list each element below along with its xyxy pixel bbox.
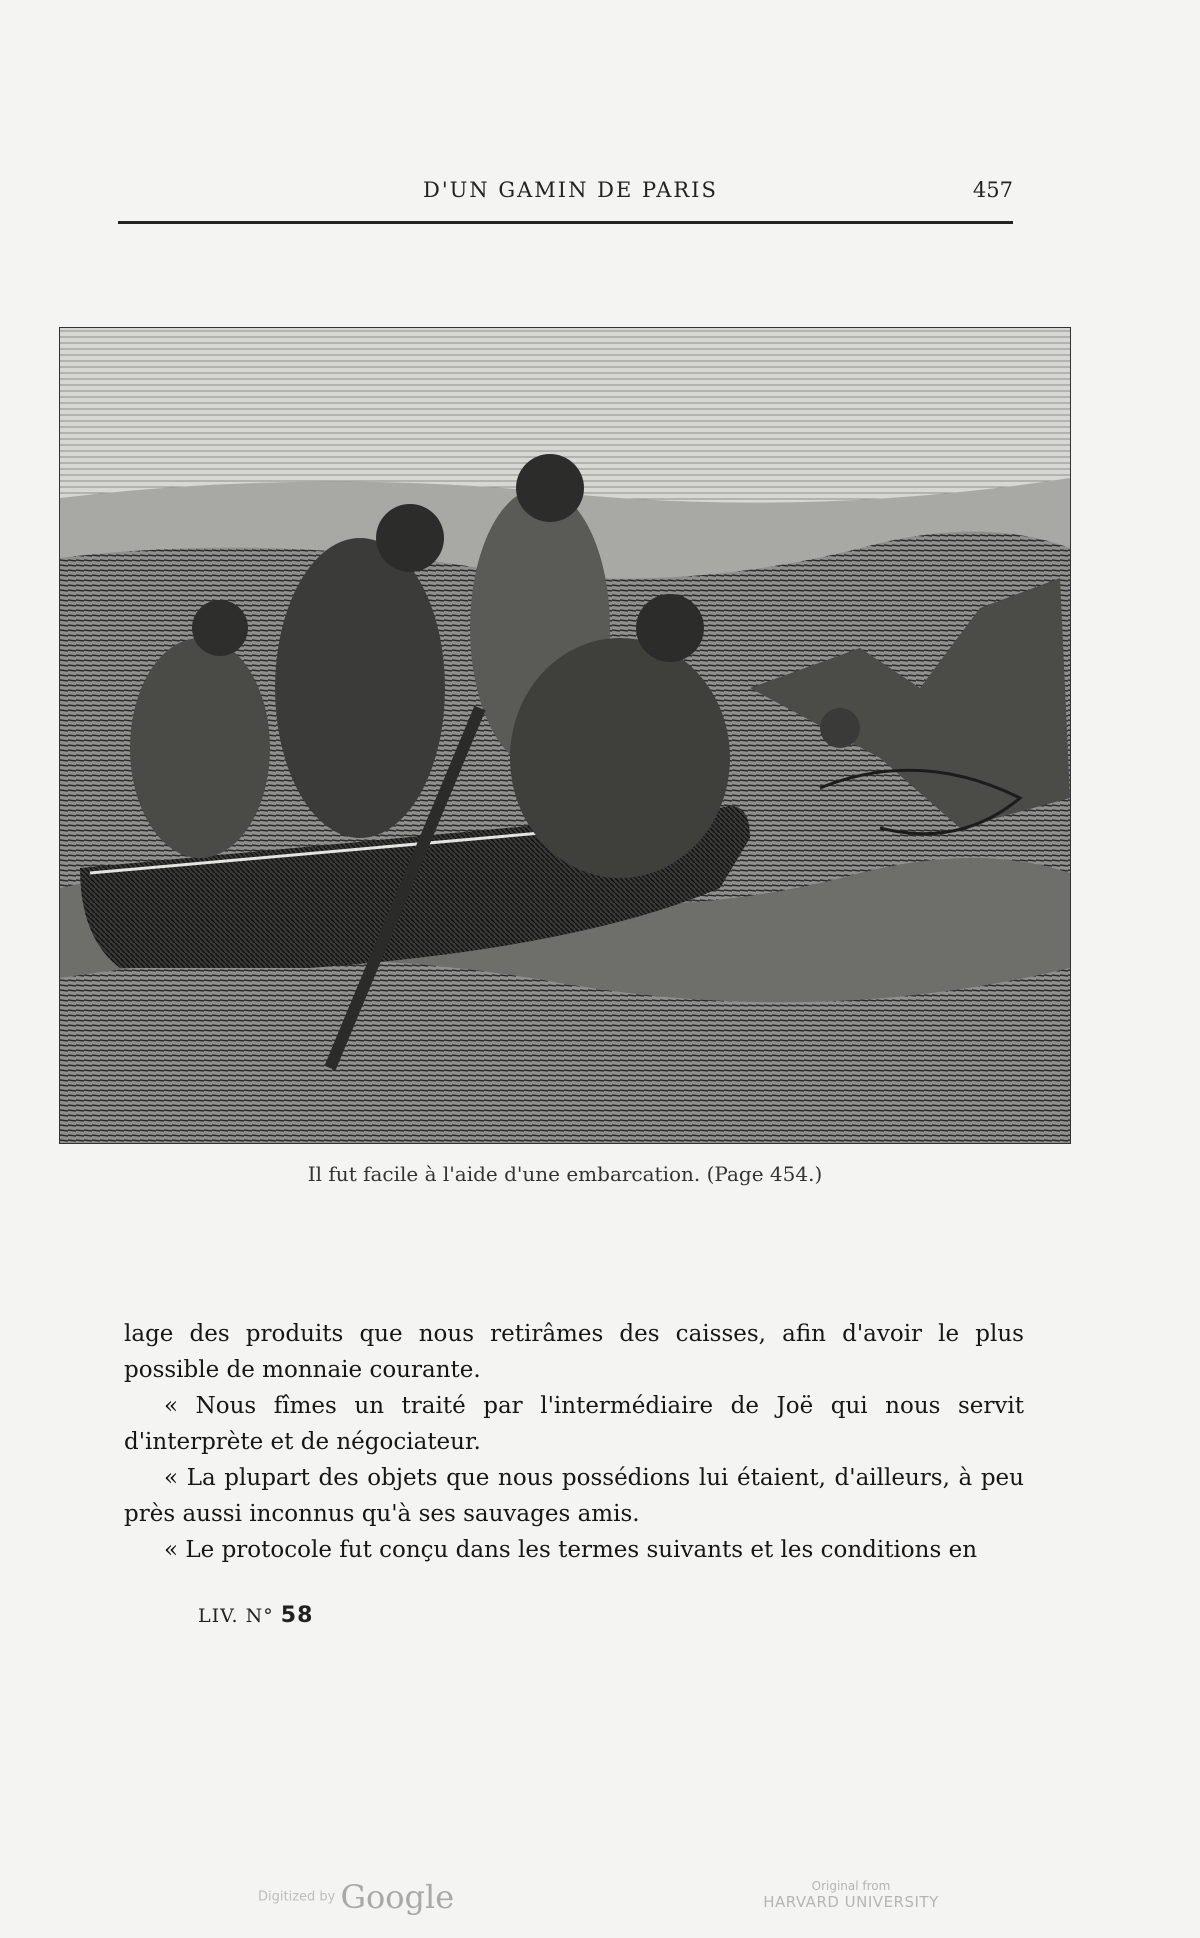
paragraph: « Le protocole fut conçu dans les termes suivants et les conditions en (164, 1537, 978, 1563)
paragraph: « Nous fîmes un traité par l'intermédiaire de Joë qui nous servit d'interprète et de négociateur. (124, 1393, 1024, 1455)
running-head (118, 174, 1013, 210)
original-from-label: Original from (811, 1879, 891, 1893)
signature-prefix: LIV. N° (198, 1605, 274, 1627)
source-institution: HARVARD UNIVERSITY (763, 1893, 939, 1911)
illustration-caption: Il fut facile à l'aide d'une embarcation. (Page 454.) (307, 1162, 823, 1186)
google-logo: Google (340, 1878, 455, 1916)
header-rule (118, 221, 1013, 224)
engraving-illustration (60, 328, 1070, 1143)
digitized-by-notice (258, 1878, 454, 1916)
printer-signature (198, 1603, 313, 1628)
signature-number: 58 (280, 1603, 314, 1628)
running-title: D'UN GAMIN DE PARIS (423, 178, 718, 202)
body-text (124, 1316, 1024, 1568)
original-source-notice (756, 1879, 946, 1911)
paragraph: « La plupart des objets que nous possédions lui étaient, d'ailleurs, à peu près aussi inconnus qu'à ses sauvages amis. (124, 1465, 1024, 1527)
page-number: 457 (972, 178, 1013, 202)
engraving-rescue-boat (60, 328, 1070, 1143)
paragraph: lage des produits que nous retirâmes des caisses, afin d'avoir le plus possible de monnaie courante. (124, 1321, 1024, 1383)
digitized-by-label: Digitized by (258, 1889, 336, 1905)
